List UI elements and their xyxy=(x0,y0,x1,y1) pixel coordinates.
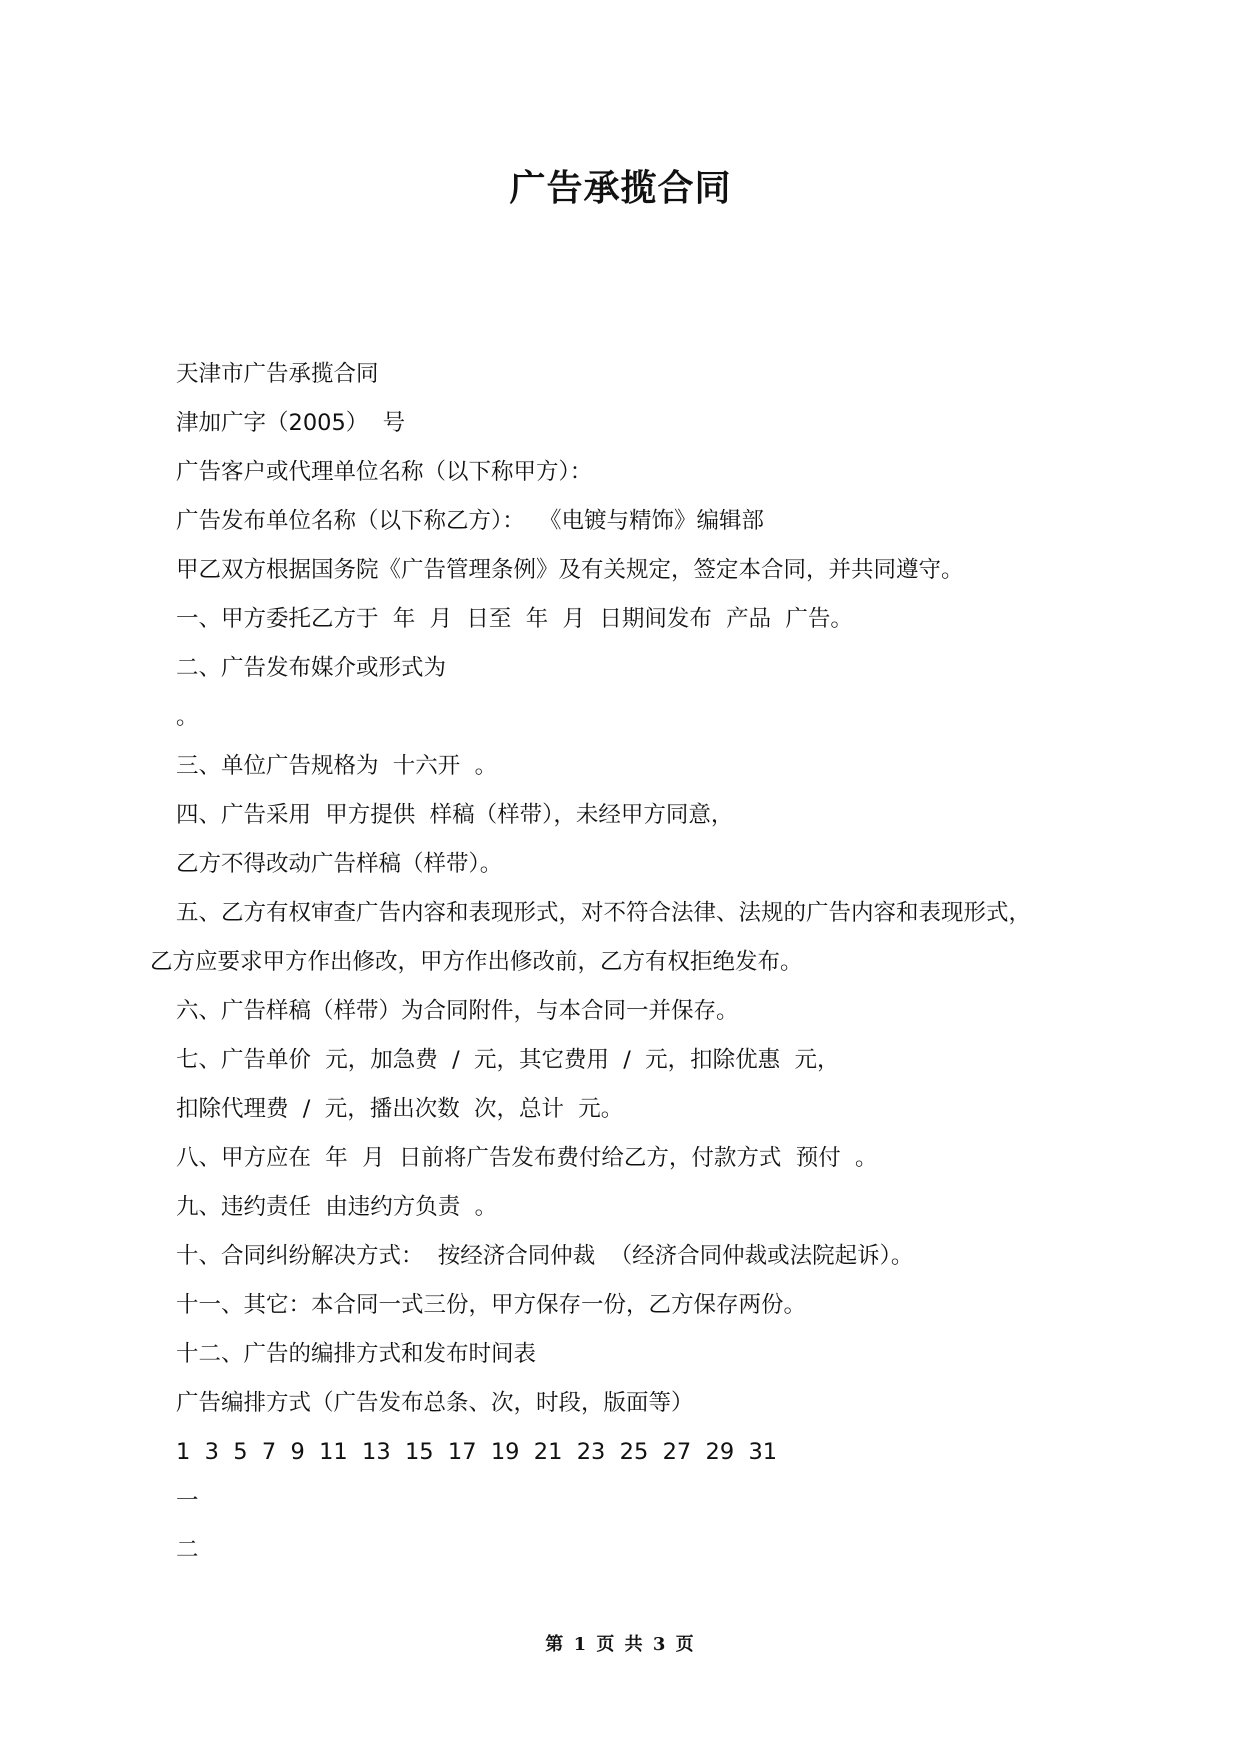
paragraph-line: 乙方应要求甲方作出修改，甲方作出修改前，乙方有权拒绝发布。 xyxy=(150,949,803,975)
paragraph-line: 十二、广告的编排方式和发布时间表 xyxy=(176,1341,537,1367)
document-body xyxy=(150,350,1100,1575)
paragraph-line: 。 xyxy=(176,704,199,730)
paragraph-line: 六、广告样稿（样带）为合同附件，与本合同一并保存。 xyxy=(176,998,739,1024)
paragraph-line: 广告发布单位名称（以下称乙方）： 《电镀与精饰》编辑部 xyxy=(176,508,765,534)
paragraph-line: 二 xyxy=(176,1537,199,1563)
paragraph-line: 五、乙方有权审查广告内容和表现形式，对不符合法律、法规的广告内容和表现形式， xyxy=(176,900,1032,926)
paragraph-line: 广告客户或代理单位名称（以下称甲方）： xyxy=(176,459,593,485)
paragraph-line: 天津市广告承揽合同 xyxy=(176,361,379,387)
paragraph-line: 乙方不得改动广告样稿（样带）。 xyxy=(176,851,503,877)
paragraph-line: 广告编排方式（广告发布总条、次，时段，版面等） xyxy=(176,1390,694,1416)
paragraph-line: 一、甲方委托乙方于 年 月 日至 年 月 日期间发布 产品 广告。 xyxy=(176,606,853,632)
paragraph-line: 1 3 5 7 9 11 13 15 17 19 21 23 25 27 29 31 xyxy=(176,1439,778,1465)
paragraph-line: 四、广告采用 甲方提供 样稿（样带），未经甲方同意， xyxy=(176,802,734,828)
paragraph-line: 扣除代理费 / 元，播出次数 次，总计 元。 xyxy=(176,1096,624,1122)
paragraph-line: 八、甲方应在 年 月 日前将广告发布费付给乙方，付款方式 预付 。 xyxy=(176,1145,878,1171)
paragraph-line: 十、合同纠纷解决方式： 按经济合同仲裁 （经济合同仲裁或法院起诉）。 xyxy=(176,1243,914,1269)
paragraph-line: 甲乙双方根据国务院《广告管理条例》及有关规定，签定本合同，并共同遵守。 xyxy=(176,557,964,583)
document-title: 广告承揽合同 xyxy=(509,168,732,209)
paragraph-line: 九、违约责任 由违约方负责 。 xyxy=(176,1194,498,1220)
paragraph-line: 二、广告发布媒介或形式为 xyxy=(176,655,447,681)
page-number-footer: 第 1 页 共 3 页 xyxy=(545,1634,696,1655)
paragraph-line: 一 xyxy=(176,1488,199,1514)
paragraph-line: 三、单位广告规格为 十六开 。 xyxy=(176,753,498,779)
paragraph-line: 十一、其它：本合同一式三份，甲方保存一份，乙方保存两份。 xyxy=(176,1292,807,1318)
paragraph-line: 津加广字（2005） 号 xyxy=(176,410,406,436)
paragraph-line: 七、广告单价 元，加急费 / 元，其它费用 / 元，扣除优惠 元， xyxy=(176,1047,840,1073)
